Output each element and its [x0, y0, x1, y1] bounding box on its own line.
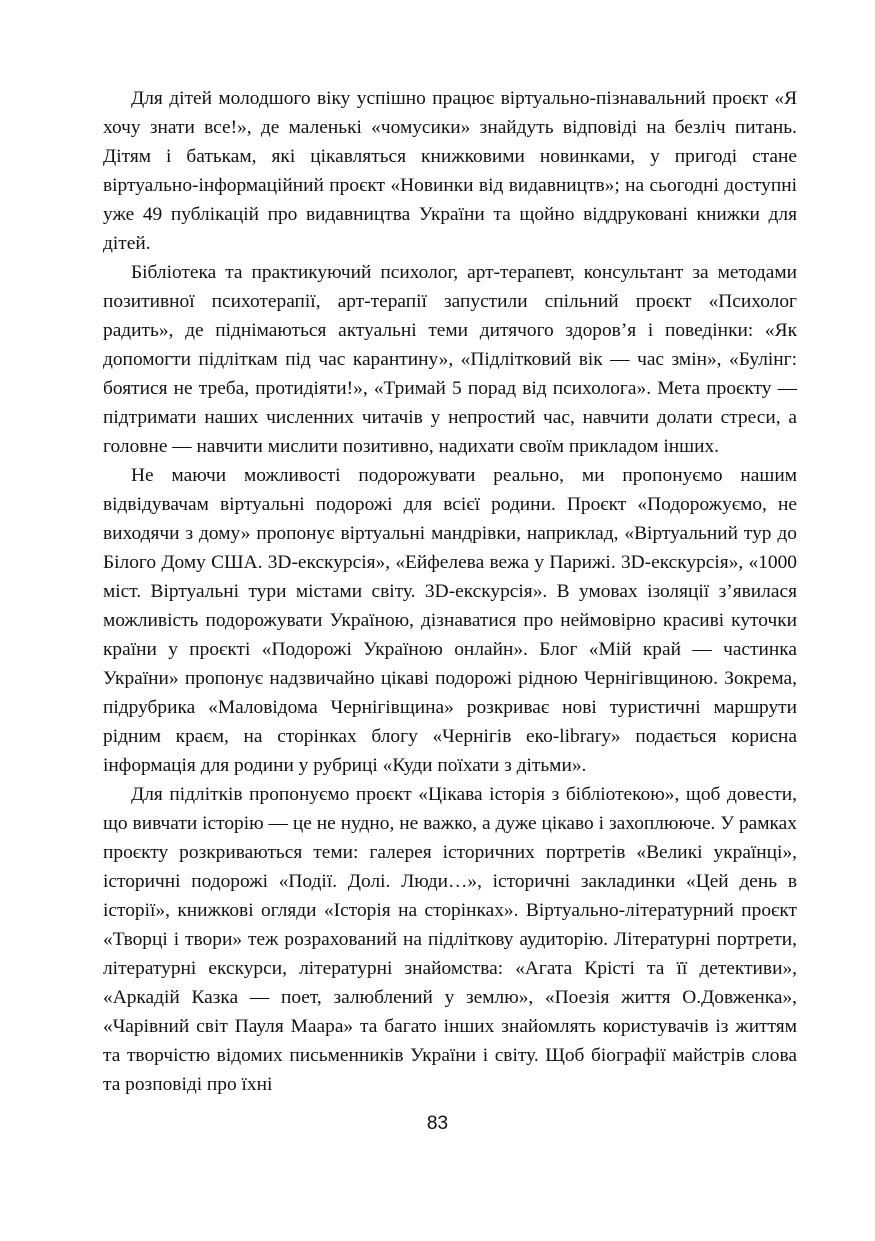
paragraph-virtual-travel: Не маючи можливості подорожувати реально, ми пропонуємо нашим відвідувачам віртуальні подорожі для всієї родини. Проєкт «Подорожуємо, не виходячи з дому» пропонує віртуальні мандрівки, наприклад, «Віртуальний тур до Білого Дому США. 3D-екскурсія», «Ейфелева вежа у Парижі. 3D-екскурсія», «1000 міст. Віртуальні тури містами світу. 3D-екскурсія». В умовах ізоляції з’явилася можливість подорожувати Україною, дізнаватися про неймовірно красиві куточки країни у проєкті «Подорожі Україною онлайн». Блог «Мій край — частинка України» пропонує надзвичайно цікаві подорожі рідною Чернігівщиною. Зокрема, підрубрика «Маловідома Чернігівщина» розкриває нові туристичні маршрути рідним краєм, на сторінках блогу «Чернігів еко-library» подається корисна інформація для родини у рубриці «Куди поїхати з дітьми». [103, 465, 797, 776]
paragraph-psychologist-project: Бібліотека та практикуючий психолог, арт-терапевт, консультант за методами позитивної психотерапії, арт-терапії запустили спільний проєкт «Психолог радить», де піднімаються актуальні теми дитячого здоров’я і поведінки: «Як допомогти підліткам під час карантину», «Підлітковий вік — час змін», «Булінг: боятися не треба, протидіяти!», «Тримай 5 порад від психолога». Мета проєкту — підтримати наших численних читачів у непростий час, навчити долати стреси, а головне — навчити мислити позитивно, надихати своїм прикладом інших. [103, 262, 797, 457]
body-text [103, 84, 797, 1099]
paragraph-teen-history-projects: Для підлітків пропонуємо проєкт «Цікава історія з бібліотекою», щоб довести, що вивчати історію — це не нудно, не важко, а дуже цікаво і захоплююче. У рамках проєкту розкриваються теми: галерея історичних портретів «Великі українці», історичні подорожі «Події. Долі. Люди…», історичні закладинки «Цей день в історії», книжкові огляди «Історія на сторінках». Віртуально-літературний проєкт «Творці і твори» теж розрахований на підліткову аудиторію. Літературні портрети, літературні екскурси, літературні знайомства: «Агата Крісті та її детективи», «Аркадій Казка — поет, залюблений у землю», «Поезія життя О.Довженка», «Чарівний світ Пауля Маара» та багато інших знайомлять користувачів із життям та творчістю відомих письменників України і світу. Щоб біографії майстрів слова та розповіді про їхні [103, 784, 797, 1095]
page-number: 83 [426, 1113, 449, 1134]
paragraph-young-children-projects: Для дітей молодшого віку успішно працює віртуально-пізнавальний проєкт «Я хочу знати все!», де маленькі «чомусики» знайдуть відповіді на безліч питань. Дітям і батькам, які цікавляться книжковими новинками, у пригоді стане віртуально-інформаційний проєкт «Новинки від видавництв»; на сьогодні доступні уже 49 публікацій про видавництва України та щойно віддруковані книжки для дітей. [103, 88, 797, 254]
